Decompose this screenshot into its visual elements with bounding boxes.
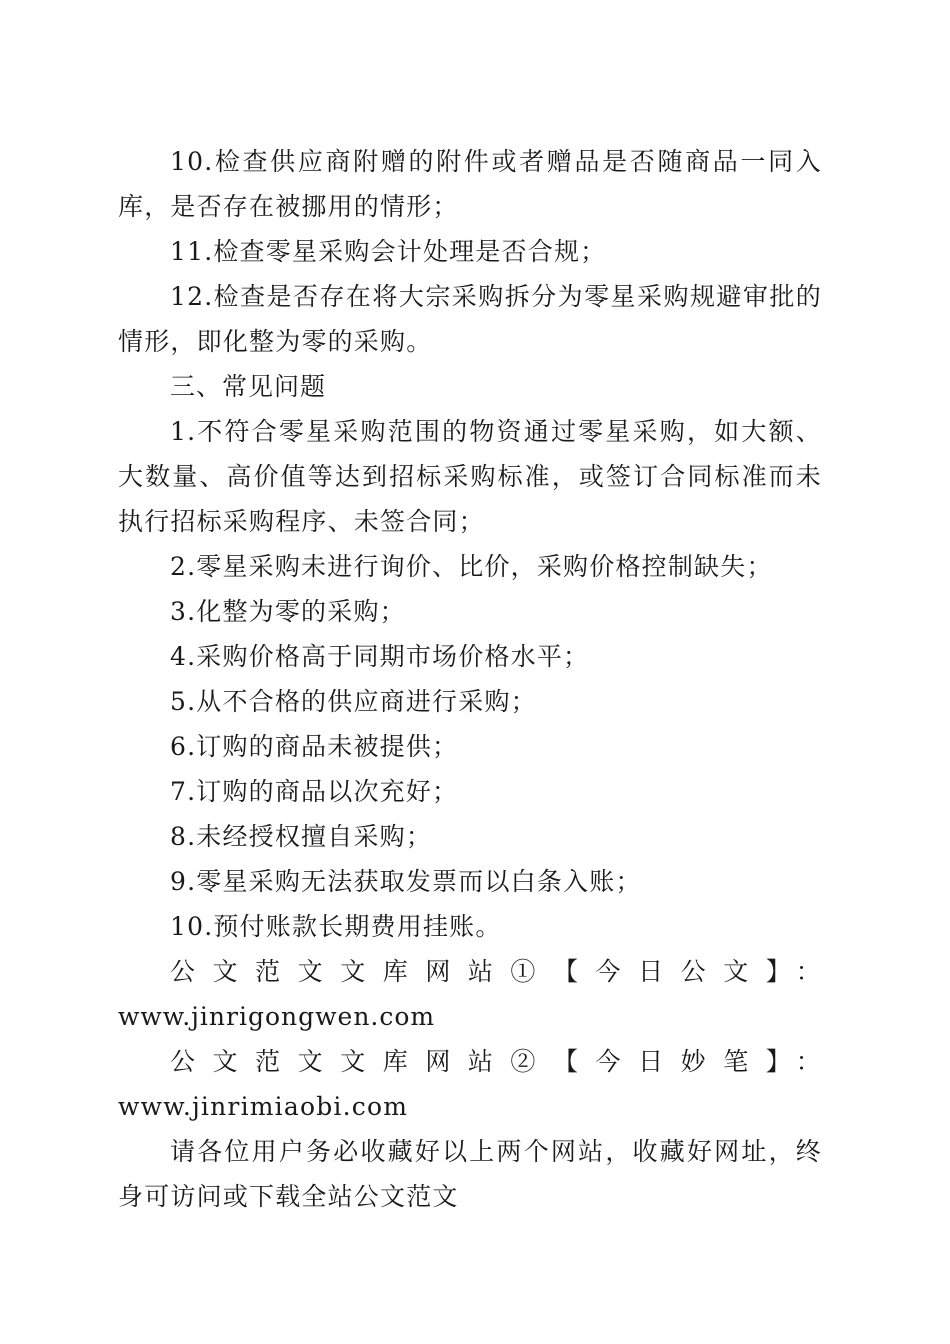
problem-item-3: 3.化整为零的采购； (170, 597, 406, 626)
problem-item-10: 10.预付账款长期费用挂账。 (170, 912, 502, 941)
problem-item-2: 2.零星采购未进行询价、比价，采购价格控制缺失； (170, 552, 773, 581)
footer-site2-line: 公文范文文库网站②【今日妙笔】：www.jinrimiaobi.com (118, 1047, 822, 1121)
problem-item-4: 4.采购价格高于同期市场价格水平； (170, 642, 590, 671)
problem-item-8: 8.未经授权擅自采购； (170, 822, 433, 851)
document-body (118, 139, 822, 1219)
footer-site1-url: www.jinrigongwen.com (118, 1002, 436, 1031)
problem-item-9: 9.零星采购无法获取发票而以白条入账； (170, 867, 642, 896)
problem-item-6: 6.订购的商品未被提供； (170, 732, 459, 761)
problem-item-5: 5.从不合格的供应商进行采购； (170, 687, 537, 716)
footer-notice: 请各位用户务必收藏好以上两个网站，收藏好网址，终身可访问或下载全站公文范文 (118, 1137, 822, 1211)
section-heading: 三、常见问题 (170, 372, 327, 401)
paragraph-item-11: 11.检查零星采购会计处理是否合规； (170, 237, 607, 266)
problem-item-1: 1.不符合零星采购范围的物资通过零星采购，如大额、大数量、高价值等达到招标采购标准，或签订合同标准而未执行招标采购程序、未签合同； (118, 417, 822, 536)
problem-item-7: 7.订购的商品以次充好； (170, 777, 459, 806)
paragraph-item-10: 10.检查供应商附赠的附件或者赠品是否随商品一同入库，是否存在被挪用的情形； (118, 147, 822, 221)
footer-site1-label: 公文范文文库网站①【今日公文】： (170, 957, 822, 986)
paragraph-item-12: 12.检查是否存在将大宗采购拆分为零星采购规避审批的情形，即化整为零的采购。 (118, 282, 822, 356)
